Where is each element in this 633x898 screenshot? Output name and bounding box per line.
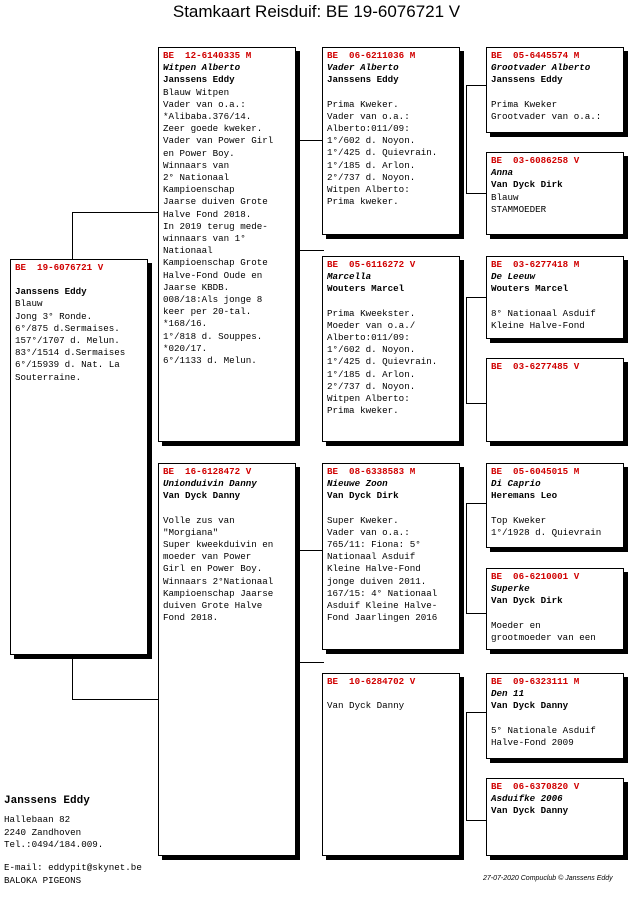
pigeon-note-line: Super kweekduivin en <box>163 539 274 551</box>
pigeon-note-line: 765/11: Fiona: 5° <box>327 539 421 551</box>
pigeon-note-line: *020/17. <box>163 342 208 354</box>
pigeon-card-father[interactable] <box>158 47 296 442</box>
pigeon-card-ggp-3[interactable] <box>486 256 624 339</box>
pigeon-name: Marcella <box>327 271 372 283</box>
pigeon-note-line: 157°/1707 d. Melun. <box>15 335 120 347</box>
pigeon-name: Unionduivin Danny <box>163 478 257 490</box>
pigeon-note-line: 008/18:Als jonge 8 <box>163 294 263 306</box>
pigeon-owner: Janssens Eddy <box>491 74 563 86</box>
pigeon-name: Vader Alberto <box>327 62 399 74</box>
ring-number: BE 05-6116272 V <box>327 259 416 270</box>
pigeon-note-line: *Alibaba.376/14. <box>163 111 252 123</box>
pigeon-note-line: Witpen Alberto: <box>327 184 410 196</box>
ring-number: BE 19-6076721 V <box>15 262 104 273</box>
pigeon-note-line <box>327 296 455 308</box>
connector <box>72 212 73 260</box>
pigeon-note-line: duiven Grote Halve <box>163 600 263 612</box>
ring-number: BE 06-6210001 V <box>491 571 580 582</box>
pigeon-note-line: Top Kweker <box>491 514 547 526</box>
pigeon-note-line: Kampioenschap <box>163 184 235 196</box>
pigeon-note-line: grootmoeder van een <box>491 631 596 643</box>
connector <box>466 85 467 193</box>
pigeon-note-line: Souterraine. <box>15 371 82 383</box>
ring-number: BE 10-6284702 V <box>327 676 416 687</box>
connector <box>466 712 467 820</box>
pigeon-note-line: Vader van o.a.: <box>163 98 246 110</box>
breeder-city: 2240 Zandhoven <box>4 827 82 838</box>
pigeon-note-line: Vader van Power Girl <box>163 135 274 147</box>
pigeon-name: Grootvader Alberto <box>491 62 591 74</box>
pigeon-note-line: Jong 3° Ronde. <box>15 310 93 322</box>
pigeon-owner: Van Dyck Dirk <box>491 595 563 607</box>
pigeon-name: Di Caprio <box>491 478 541 490</box>
pigeon-note-line <box>491 713 619 725</box>
pigeon-note-line: 167/15: 4° Nationaal <box>327 587 438 599</box>
pigeon-owner: Janssens Eddy <box>327 74 399 86</box>
pigeon-note-line: Winnaars 2°Nationaal <box>163 575 274 587</box>
ring-number: BE 09-6323111 M <box>491 676 580 687</box>
pigeon-note-line: Kleine Halve-Fond <box>491 319 585 331</box>
pigeon-note-line: 1°/425 d. Quievrain. <box>327 147 438 159</box>
connector <box>72 699 160 700</box>
pigeon-note-line: Blauw <box>15 298 43 310</box>
pigeon-note-line: 5° Nationale Asduif <box>491 724 596 736</box>
pigeon-card-ggp-7[interactable] <box>486 673 624 759</box>
ring-number: BE 03-6277418 M <box>491 259 580 270</box>
pigeon-owner: Van Dyck Danny <box>491 805 569 817</box>
pigeon-note-line: Prima Kweker. <box>327 98 399 110</box>
pigeon-note-line: 1°/818 d. Souppes. <box>163 330 263 342</box>
pigeon-note-line <box>327 503 455 515</box>
print-info: 27-07-2020 Compuclub © Janssens Eddy <box>483 875 613 882</box>
pigeon-owner: Wouters Marcel <box>491 283 569 295</box>
pigeon-owner: Janssens Eddy <box>15 286 87 298</box>
connector <box>72 212 160 213</box>
pigeon-name: Superke <box>491 583 530 595</box>
pigeon-note-line: 1°/185 d. Arlon. <box>327 159 416 171</box>
pigeon-owner: Van Dyck Dirk <box>327 490 399 502</box>
pigeon-name: Anna <box>491 167 514 179</box>
pigeon-card-mother[interactable] <box>158 463 296 856</box>
pigeon-card-ggp-1[interactable] <box>486 47 624 133</box>
connector <box>466 613 488 614</box>
breeder-email[interactable]: E-mail: eddypit@skynet.be <box>4 862 142 873</box>
pigeon-note-line: Blauw Witpen <box>163 86 230 98</box>
pigeon-note-line: Moeder van o.a./ <box>327 319 416 331</box>
pigeon-note-line <box>163 503 291 515</box>
connector <box>466 297 488 298</box>
pigeon-note-line: Moeder en <box>491 619 541 631</box>
pigeon-note-line: Kleine Halve-Fond <box>327 563 421 575</box>
pigeon-card-ggp-2[interactable] <box>486 152 624 235</box>
ring-number: BE 16-6128472 V <box>163 466 252 477</box>
pigeon-card-ggp-4[interactable] <box>486 358 624 442</box>
pigeon-note-line: Girl en Power Boy. <box>163 563 263 575</box>
pigeon-card-paternal-grandfather[interactable] <box>322 47 460 235</box>
pigeon-note-line: 1°/1928 d. Quievrain <box>491 526 602 538</box>
connector <box>466 85 488 86</box>
pigeon-note-line: Vader van o.a.: <box>327 526 410 538</box>
breeder-phone: Tel.:0494/184.009. <box>4 839 104 850</box>
pigeon-card-ggp-6[interactable] <box>486 568 624 650</box>
ring-number: BE 05-6045015 M <box>491 466 580 477</box>
pigeon-note-line: Fond 2018. <box>163 612 219 624</box>
pigeon-owner: Janssens Eddy <box>163 74 235 86</box>
pigeon-note-line: Alberto:011/09: <box>327 332 410 344</box>
ring-number: BE 06-6211036 M <box>327 50 416 61</box>
pigeon-note-line <box>491 296 619 308</box>
connector <box>298 140 299 250</box>
connector <box>298 250 324 251</box>
pigeon-note-line <box>327 87 455 99</box>
connector <box>466 193 488 194</box>
connector <box>298 550 324 551</box>
pigeon-note-line: 2°/737 d. Noyon. <box>327 380 416 392</box>
pigeon-note-line: 1°/425 d. Quievrain. <box>327 356 438 368</box>
ring-number: BE 06-6370820 V <box>491 781 580 792</box>
pigeon-note-line: Zeer goede kweker. <box>163 123 263 135</box>
connector <box>466 503 467 613</box>
pigeon-note-line: Jaarse duiven Grote <box>163 196 268 208</box>
pigeon-owner: Van Dyck Danny <box>327 700 405 712</box>
pigeon-note-line: Kampioenschap Jaarse <box>163 587 274 599</box>
page-title: Stamkaart Reisduif: BE 19-6076721 V <box>172 2 461 21</box>
pigeon-note-line: Jaarse KBDB. <box>163 281 230 293</box>
pigeon-note-line: Halve-Fond 2009 <box>491 736 574 748</box>
pigeon-note-line: Volle zus van <box>163 514 235 526</box>
pigeon-note-line: Nationaal Asduif <box>327 551 416 563</box>
connector <box>298 662 324 663</box>
pigeon-note-line: Fond Jaarlingen 2016 <box>327 612 438 624</box>
connector <box>298 140 324 141</box>
pigeon-note-line: Halve-Fond Oude en <box>163 269 263 281</box>
pigeon-note-line: "Morgiana" <box>163 526 219 538</box>
pigeon-card-maternal-grandfather[interactable] <box>322 463 460 650</box>
pigeon-note-line <box>491 503 619 515</box>
pigeon-name: Den 11 <box>491 688 525 700</box>
pigeon-note-line: jonge duiven 2011. <box>327 575 427 587</box>
pigeon-note-line: en Power Boy. <box>163 147 235 159</box>
pigeon-name: De Leeuw <box>491 271 536 283</box>
connector <box>298 550 299 662</box>
pigeon-card-maternal-grandmother[interactable] <box>322 673 460 856</box>
pigeon-note-line: Prima kweker. <box>327 405 399 417</box>
pigeon-name: Witpen Alberto <box>163 62 241 74</box>
pigeon-note-line: Grootvader van o.a.: <box>491 110 602 122</box>
ring-number: BE 03-6277485 V <box>491 361 580 372</box>
ring-number: BE 08-6338583 M <box>327 466 416 477</box>
pigeon-owner: Van Dyck Danny <box>163 490 241 502</box>
pigeon-note-line: 8° Nationaal Asduif <box>491 307 596 319</box>
pigeon-note-line: Kampioenschap Grote <box>163 257 268 269</box>
pigeon-note-line: winnaars van 1° <box>163 233 246 245</box>
ring-number: BE 12-6140335 M <box>163 50 252 61</box>
pigeon-note-line <box>491 87 619 99</box>
pigeon-card-ggp-8[interactable] <box>486 778 624 856</box>
pigeon-note-line: 2° Nationaal <box>163 172 230 184</box>
pigeon-card-subject[interactable] <box>10 259 148 655</box>
pigeon-note-line: 1°/602 d. Noyon. <box>327 135 416 147</box>
pigeon-note-line: keer per 20-tal. <box>163 306 252 318</box>
pigeon-note-line: 6°/875 d.Sermaises. <box>15 322 120 334</box>
pigeon-owner: Van Dyck Danny <box>491 700 569 712</box>
breeder-address: Hallebaan 82 <box>4 814 71 825</box>
ring-number: BE 05-6445574 M <box>491 50 580 61</box>
pigeon-note-line: *168/16. <box>163 318 208 330</box>
pigeon-note-line: Witpen Alberto: <box>327 393 410 405</box>
connector <box>466 712 488 713</box>
pigeon-card-ggp-5[interactable] <box>486 463 624 548</box>
ring-number: BE 03-6086258 V <box>491 155 580 166</box>
pigeon-card-paternal-grandmother[interactable] <box>322 256 460 442</box>
connector <box>466 820 488 821</box>
connector <box>466 297 467 403</box>
pigeon-note-line: Asduif Kleine Halve- <box>327 600 438 612</box>
breeder-loft: BALOKA PIGEONS <box>4 875 82 886</box>
pigeon-note-line: Halve Fond 2018. <box>163 208 252 220</box>
pigeon-note-line: Alberto:011/09: <box>327 123 410 135</box>
connector <box>466 403 488 404</box>
pigeon-note-line: 2°/737 d. Noyon. <box>327 171 416 183</box>
pigeon-note-line: 83°/1514 d.Sermaises <box>15 347 126 359</box>
pigeon-note-line: Prima Kweker <box>491 98 558 110</box>
pigeon-note-line: 6°/1133 d. Melun. <box>163 355 257 367</box>
pigeon-owner: Van Dyck Dirk <box>491 179 563 191</box>
pigeon-note-line: Super Kweker. <box>327 514 399 526</box>
breeder-name: Janssens Eddy <box>4 795 90 807</box>
pigeon-name: Asduifke 2006 <box>491 793 563 805</box>
pigeon-name: Nieuwe Zoon <box>327 478 388 490</box>
pigeon-owner: Heremans Leo <box>491 490 558 502</box>
connector <box>466 503 488 504</box>
connector <box>72 654 73 700</box>
pigeon-note-line: In 2019 terug mede- <box>163 220 268 232</box>
pigeon-note-line: Vader van o.a.: <box>327 110 410 122</box>
pigeon-note-line: Prima Kweekster. <box>327 307 416 319</box>
pigeon-note-line: moeder van Power <box>163 551 252 563</box>
pigeon-note-line: Blauw <box>491 191 519 203</box>
pigeon-note-line: Prima kweker. <box>327 196 399 208</box>
pigeon-note-line: 6°/15939 d. Nat. La <box>15 359 120 371</box>
pigeon-note-line: STAMMOEDER <box>491 203 547 215</box>
pigeon-note-line <box>491 608 619 620</box>
pigeon-note-line: Nationaal <box>163 245 213 257</box>
pigeon-note-line: 1°/185 d. Arlon. <box>327 368 416 380</box>
pigeon-owner: Wouters Marcel <box>327 283 405 295</box>
pigeon-note-line: 1°/602 d. Noyon. <box>327 344 416 356</box>
pigeon-note-line: Winnaars van <box>163 159 230 171</box>
